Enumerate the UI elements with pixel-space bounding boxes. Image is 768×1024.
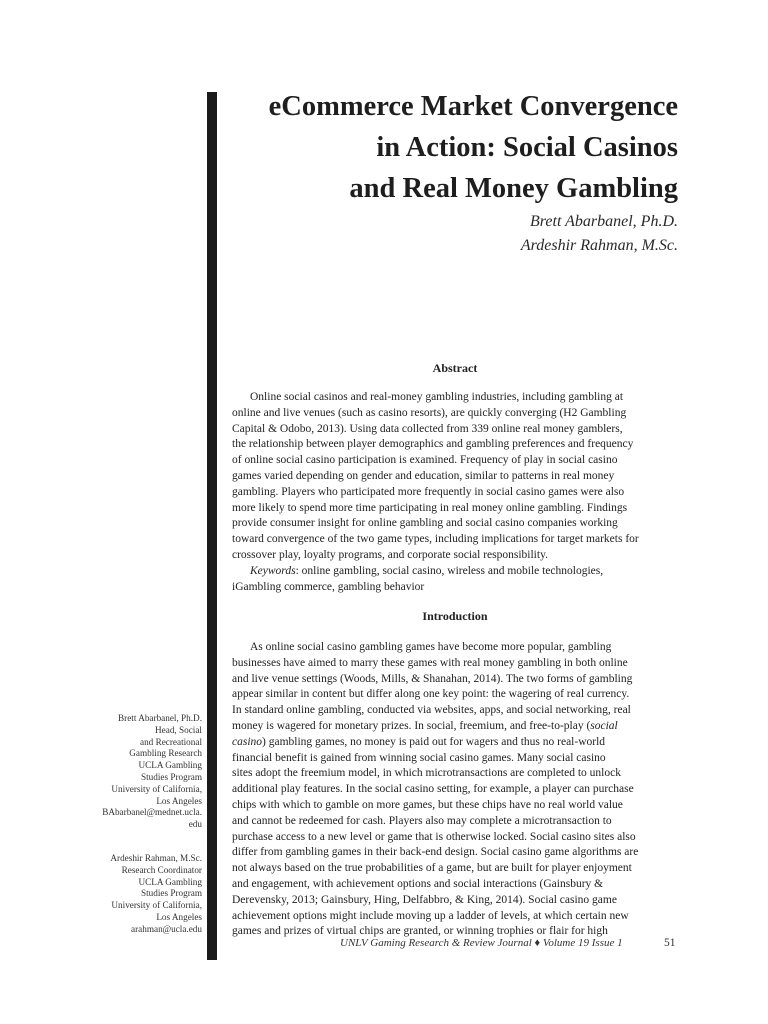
sidenote-line: Studies Program xyxy=(141,771,202,782)
intro-line: chips with which to gamble on more games, but these chips have no real world value xyxy=(232,798,623,811)
intro-text: ) gambling games, no money is paid out for wagers and thus no real-world xyxy=(262,735,606,748)
intro-line: additional play features. In the social casino setting, for example, a player can purchase xyxy=(232,783,634,796)
sidenote-line: and Recreational xyxy=(140,736,202,747)
sidenote-line: University of California, xyxy=(111,900,202,911)
sidenote-line: Research Coordinator xyxy=(121,864,202,875)
intro-line: and engagement, with achievement options and social interactions (Gainsbury & xyxy=(232,877,604,890)
intro-line: not always based on the true probabilities of a game, but are built for player enjoyment xyxy=(232,862,632,875)
sidenote-line: Los Angeles xyxy=(156,795,202,806)
article-title xyxy=(208,86,678,209)
sidenote-line: Ardeshir Rahman, M.Sc. xyxy=(110,853,202,863)
sidenote-email[interactable]: edu xyxy=(188,819,202,830)
intro-emphasis: casino xyxy=(232,735,263,748)
sidenote-line: UCLA Gambling xyxy=(138,760,202,771)
intro-line: appear similar in content but differ along one key point: the wagering of real currency. xyxy=(232,688,630,701)
intro-line: financial benefit is gained from winning social casino games. Many social casino xyxy=(232,751,606,764)
keywords-line: iGambling commerce, gambling behavior xyxy=(232,580,425,593)
intro-line: games and prizes of virtual chips are granted, or winning trophies or flair for high xyxy=(232,925,608,938)
journal-footer: UNLV Gaming Research & Review Journal ♦ Volume 19 Issue 1 xyxy=(340,937,623,949)
author-sidenote-rahman xyxy=(72,853,202,936)
title-line: in Action: Social Casinos xyxy=(376,132,678,163)
sidenote-line: UCLA Gambling xyxy=(138,876,202,887)
sidenote-line: Gambling Research xyxy=(129,748,202,759)
intro-line xyxy=(232,719,680,735)
intro-line: In standard online gambling, conducted via websites, apps, and social networking, real xyxy=(232,704,631,717)
abstract-line: more likely to spend more time participating in real money online gambling. Findings xyxy=(232,501,628,514)
intro-line: sites adopt the freemium model, in which microtransactions are completed to unlock xyxy=(232,767,621,780)
intro-line xyxy=(232,735,680,751)
intro-line: achievement options might include moving up a ladder of levels, at which certain new xyxy=(232,909,629,922)
intro-line: As online social casino gambling games have become more popular, gambling xyxy=(250,641,612,653)
abstract-heading: Abstract xyxy=(432,361,478,375)
title-line: and Real Money Gambling xyxy=(349,173,678,204)
author-name: Ardeshir Rahman, M.Sc. xyxy=(520,237,678,254)
abstract-line: games varied depending on gender and education, similar to patterns in real money xyxy=(232,469,615,482)
abstract-line: Capital & Odobo, 2013). Using data collected from 339 online real money gamblers, xyxy=(232,422,623,435)
keywords-line xyxy=(232,564,680,580)
abstract-line: of online social casino participation is examined. Frequency of play in social casino xyxy=(232,454,618,467)
intro-line: differ from gambling games in their back-end design. Social casino game algorithms are xyxy=(232,846,639,859)
author-sidenote-abarbanel xyxy=(72,713,202,831)
abstract-line: provide consumer insight for online gambling and social casino companies working xyxy=(232,517,618,530)
abstract-line: gambling. Players who participated more frequently in social casino games were also xyxy=(232,485,625,498)
abstract-line: toward convergence of the two game types, including implications for target markets for xyxy=(232,533,639,546)
keywords-text: : online gambling, social casino, wireless and mobile technologies, xyxy=(295,564,604,577)
intro-line: and live venue settings (Woods, Mills, & Shanahan, 2014). The two forms of gambling xyxy=(232,672,633,685)
sidenote-email[interactable]: arahman@ucla.edu xyxy=(131,923,202,934)
sidenote-line: Studies Program xyxy=(141,888,202,899)
intro-line: businesses have aimed to marry these games with real money gambling in both online xyxy=(232,656,628,669)
keywords-label: Keywords xyxy=(250,564,296,577)
sidenote-line: Head, Social xyxy=(155,724,202,735)
author-name: Brett Abarbanel, Ph.D. xyxy=(530,213,678,230)
decorative-vertical-bar xyxy=(207,92,217,960)
sidenote-line: Los Angeles xyxy=(156,911,202,922)
title-line: eCommerce Market Convergence xyxy=(268,91,678,122)
intro-text: money is wagered for monetary prizes. In social, freemium, and free-to-play ( xyxy=(232,719,591,732)
abstract-body xyxy=(232,390,680,595)
abstract-line: crossover play, loyalty programs, and corporate social responsibility. xyxy=(232,548,548,561)
intro-line: Derevensky, 2013; Gainsbury, Hing, Delfabbro, & King, 2014). Social casino game xyxy=(232,893,617,906)
sidenote-line: University of California, xyxy=(111,783,202,794)
abstract-line: online and live venues (such as casino resorts), are quickly converging (H2 Gambling xyxy=(232,406,627,419)
sidenote-email[interactable]: BAbarbanel@mednet.ucla. xyxy=(102,807,202,818)
introduction-body xyxy=(232,640,680,940)
page-number: 51 xyxy=(664,937,676,949)
abstract-line: Online social casinos and real-money gambling industries, including gambling at xyxy=(250,391,624,403)
sidenote-line: Brett Abarbanel, Ph.D. xyxy=(118,713,202,723)
author-list xyxy=(278,210,678,258)
abstract-line: the relationship between player demographics and gambling preferences and frequency xyxy=(232,438,634,451)
introduction-heading: Introduction xyxy=(422,609,488,623)
intro-line: purchase access to a new level or game that is otherwise locked. Social casino sites also xyxy=(232,830,636,843)
intro-line: and cannot be redeemed for cash. Players also may complete a microtransaction to xyxy=(232,814,612,827)
intro-emphasis: social xyxy=(590,719,618,732)
